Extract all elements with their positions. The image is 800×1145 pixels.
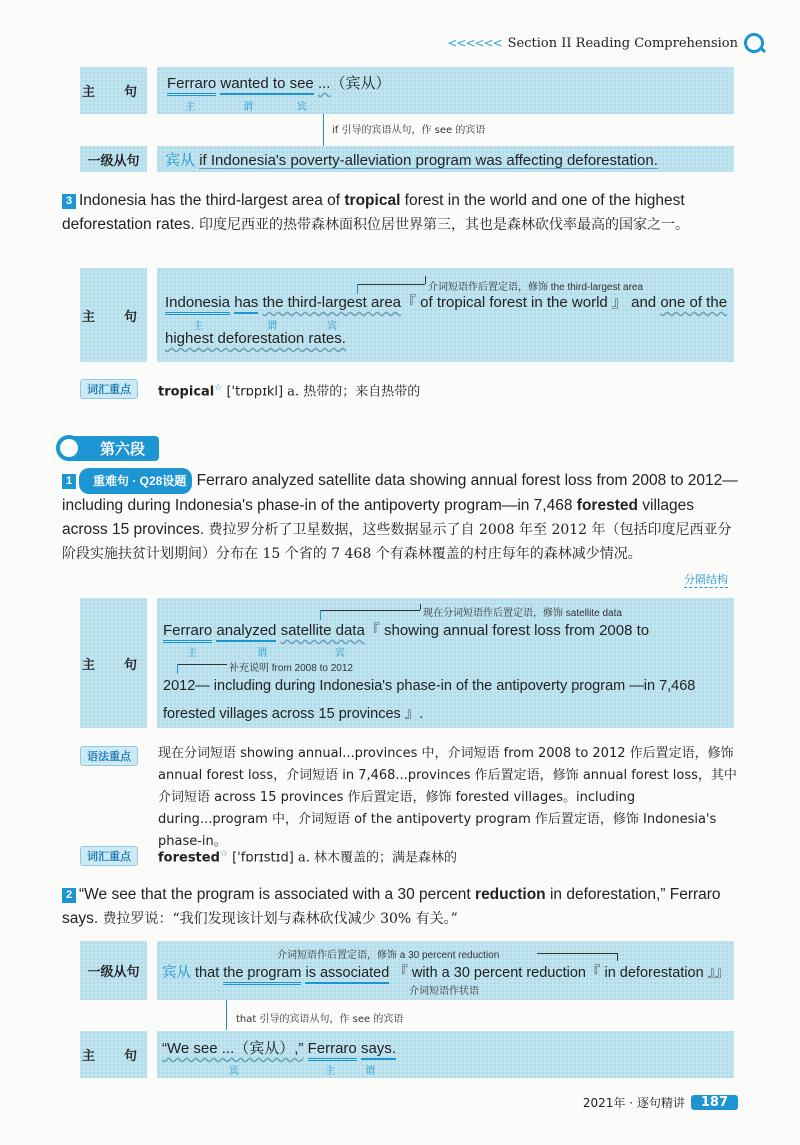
annotation-note: 介词短语作后置定语，修饰 the third-largest area	[428, 282, 644, 293]
grammar-pill: 语法重点	[80, 746, 138, 766]
header-title: Section II Reading Comprehension	[507, 35, 738, 51]
sentence-number: 3	[62, 194, 76, 209]
object: “We see ...（宾从）,”	[162, 1040, 304, 1057]
phonetic: ['trɒpɪkl]	[226, 384, 284, 400]
sentence-line-3: forested villages across 15 provinces 』.	[163, 706, 424, 722]
connector-note: if 引导的宾语从句，作 see 的宾语	[332, 125, 486, 136]
structure-link[interactable]: 分隔结构	[684, 573, 728, 586]
paragraph-3: 3 Indonesia has the third-largest area of tropical forest in the world and one of the highest deforestation rates. 印度尼西亚的热带森林面积位居世界第三，其也是森林砍伐率最高的国家之一。	[62, 192, 690, 233]
footer-text: 2021年 · 逐句精讲	[582, 1096, 685, 1110]
grammar-text: 现在分词短语 showing annual...provinces 中，介词短语 from 2008 to 2012 作后置定语，修饰 annual forest loss，介词短语 in 7,468...provinces 作后置定语，修饰 annual forest loss，其中介词短语 across 15 provinces 作后置定语，修饰 forested villages。including during...program 中，介词短语 of the antipoverty program 作后置定语，修饰 Indonesia's phase-in。	[158, 746, 737, 849]
object-2: one of the	[660, 294, 728, 311]
key-word: tropical	[344, 192, 401, 209]
conjunction: that	[195, 965, 220, 981]
main-clause-label: 主 句	[80, 598, 147, 728]
object: satellite data	[280, 622, 365, 639]
subject: the program	[223, 965, 301, 985]
difficulty-badge: 重难句 · Q28设题	[79, 468, 192, 494]
role-object: 宾	[297, 102, 310, 113]
vocab-word: forested	[158, 850, 220, 866]
phonetic: ['fɒrɪstɪd]	[232, 850, 294, 866]
clause-tag: 宾从	[162, 965, 191, 981]
sentence-number: 1	[62, 474, 76, 489]
translation: 费拉罗说：“我们发现该计划与森林砍伐减少 30% 有关。”	[102, 911, 458, 927]
paragraph-2: 2 “We see that the program is associated with a 30 percent reduction in deforestation,” Ferraro says. 费拉罗说：“我们发现该计划与森林砍伐减少 30% 有关。”	[62, 886, 721, 927]
predicate: has	[234, 294, 258, 314]
vocab-entry	[158, 843, 457, 869]
clause-tag: 宾从	[165, 152, 196, 169]
sub-clause-box	[157, 146, 734, 172]
sentence-line-2: 2012— including during Indonesia's phase-in of the antipoverty program —in 7,468	[163, 678, 696, 694]
subject: Ferraro	[163, 622, 212, 643]
translation: 费拉罗分析了卫星数据，这些数据显示了自 2008 年至 2012 年（包括印度尼西亚分阶段实施扶贫计划期间）分布在 15 个省的 7 468 个有森林覆盖的村庄每年的森林减少情况。	[62, 522, 732, 562]
magnifier-q-icon	[56, 435, 82, 461]
running-header	[447, 33, 764, 53]
annotation-note: 介词短语作状语	[409, 986, 479, 997]
page-footer	[583, 1094, 738, 1111]
header-arrows: <<<<<<	[447, 36, 502, 50]
vocab-pill: 词汇重点	[80, 379, 138, 399]
prep-phrase: 『 with a 30 percent reduction『 in deforestation 』』	[393, 965, 730, 981]
main-clause-label: 主 句	[80, 268, 147, 362]
participle-phrase: 『 showing annual forest loss from 2008 to	[364, 622, 650, 639]
section-title: 第六段	[70, 436, 159, 461]
sub-clause-label: 一级从句	[80, 941, 147, 1000]
predicate: is associated	[305, 965, 389, 984]
definition: a. 林木覆盖的；满是森林的	[297, 850, 457, 866]
sub-clause-label: 一级从句	[80, 146, 147, 172]
key-word: forested	[576, 497, 638, 514]
sub-clause-box	[157, 941, 734, 1000]
object: the third-largest area	[262, 294, 401, 311]
predicate: wanted to see	[220, 75, 313, 95]
magnifier-q-icon	[744, 33, 764, 53]
subject: Ferraro	[308, 1040, 357, 1061]
key-word: reduction	[475, 886, 546, 903]
sentence-number: 2	[62, 888, 76, 903]
role-subject: 主	[185, 102, 198, 113]
role-predicate: 谓	[243, 102, 256, 113]
main-clause-box: 现在分词短语作后置定语，修饰 satellite data Ferraro analyzed satellite data『 showing annual forest loss from 2008 to 主 谓 宾 补充说明 from 2008 to 2012 2012— including during Indonesia's phase-in of the antipoverty program —in 7,468 forested villages across 15 provinces 』.	[157, 598, 734, 728]
main-clause-label: 主 句	[80, 1031, 147, 1078]
vocab-word: tropical	[158, 384, 215, 400]
connector-note: that 引导的宾语从句，作 see 的宾语	[236, 1014, 404, 1025]
translation: 印度尼西亚的热带森林面积位居世界第三，其也是森林砍伐率最高的国家之一。	[199, 217, 690, 233]
predicate: analyzed	[216, 622, 276, 642]
star-icon: ☆	[219, 849, 228, 859]
annotation-note: 补充说明 from 2008 to 2012	[229, 663, 353, 674]
vocab-pill: 词汇重点	[80, 846, 138, 866]
main-clause-label: 主 句	[80, 67, 147, 114]
paragraph-1: 1 重难句 · Q28设题 Ferraro analyzed satellite data showing annual forest loss from 2008 to 2012—including during Indonesia's phase-in of the antipoverty program—in 7,468 forested villages across 15 provinces. 费拉罗分析了卫星数据，这些数据显示了自 2008 年至 2012 年（包括印度尼西亚分阶段实施扶贫计划期间）分布在 15 个省的 7 468 个有森林覆盖的村庄每年的森林减少情况。	[62, 468, 738, 566]
subject: Indonesia	[165, 294, 230, 315]
object-2-cont: highest deforestation rates.	[165, 330, 346, 347]
annotation-note: 介词短语作后置定语，修饰 a 30 percent reduction	[277, 950, 500, 961]
main-clause-box: 介词短语作后置定语，修饰 the third-largest area Indonesia has the third-largest area『 of tropical forest in the world 』 and one of the 主 谓 宾 highest deforestation rates.	[157, 268, 734, 362]
connector-arrow	[226, 1000, 227, 1030]
predicate: says.	[361, 1040, 396, 1060]
section-heading	[56, 434, 159, 462]
main-clause-box	[157, 67, 734, 114]
star-icon: ☆	[214, 383, 223, 393]
definition: a. 热带的；来自热带的	[287, 384, 421, 400]
main-clause-box: “We see ...（宾从）,” Ferraro says. 宾 主 谓	[157, 1031, 734, 1078]
conjunction: and	[631, 294, 657, 311]
vocab-entry	[158, 377, 420, 403]
object: ...	[317, 75, 331, 92]
page-number: 187	[691, 1095, 738, 1110]
prep-phrase: 『 of tropical forest in the world 』	[401, 294, 627, 311]
subject: Ferraro	[167, 75, 216, 96]
annotation-note: 现在分词短语作后置定语，修饰 satellite data	[423, 608, 622, 619]
connector-arrow	[323, 114, 324, 146]
sub-clause-text: if Indonesia's poverty-alleviation program was affecting deforestation.	[199, 152, 658, 169]
object-clause-tag: （宾从）	[330, 75, 391, 92]
